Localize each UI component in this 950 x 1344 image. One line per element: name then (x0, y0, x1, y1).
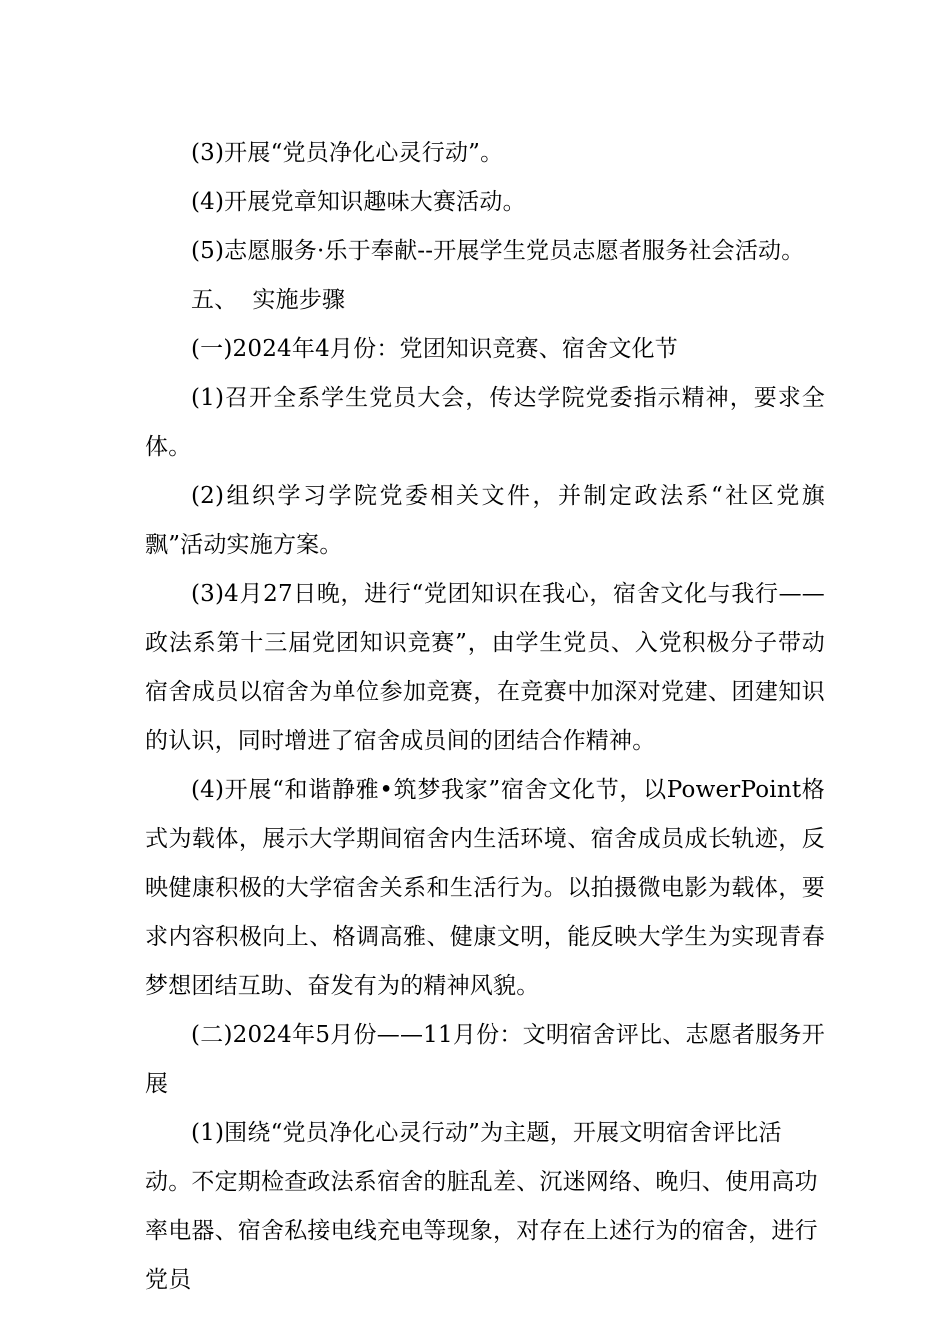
paragraph-step-1: (1)召开全系学生党员大会，传达学院党委指示精神，要求全体。 (145, 385, 825, 460)
paragraph-step-4: (4)开展“和谐静雅•筑梦我家”宿舍文化节，以PowerPoint格式为载体，展示大学期间宿舍内生活环境、宿舍成员成长轨迹，反映健康积极的大学宿舍关系和生活行为。以拍摄微电影为载体，要求内容积极向上、格调高雅、健康文明，能反映大学生为实现青春梦想团结互助、奋发有为的精神风貌。 (145, 777, 825, 999)
paragraph-dorm-evaluation: (1)围绕“党员净化心灵行动”为主题，开展文明宿舍评比活动。不定期检查政法系宿舍的脏乱差、沉迷网络、晚归、使用高功率电器、宿舍私接电线充电等现象，对存在上述行为的宿舍，进行党员 (145, 1120, 818, 1293)
section-heading-implementation-steps: 五、 实施步骤 (191, 287, 346, 313)
document-body (145, 129, 825, 1305)
paragraph-activity-5: (5)志愿服务·乐于奉献--开展学生党员志愿者服务社会活动。 (191, 238, 805, 264)
paragraph-activity-3: (3)开展“党员净化心灵行动”。 (191, 140, 504, 166)
subsection-heading-april: (一)2024年4月份：党团知识竞赛、宿舍文化节 (191, 336, 678, 362)
paragraph-step-3: (3)4月27日晚，进行“党团知识在我心，宿舍文化与我行——政法系第十三届党团知识竞赛”，由学生党员、入党积极分子带动宿舍成员以宿舍为单位参加竞赛，在竞赛中加深对党建、团建知识的认识，同时增进了宿舍成员间的团结合作精神。 (145, 581, 825, 754)
paragraph-step-2: (2)组织学习学院党委相关文件，并制定政法系“社区党旗飘”活动实施方案。 (145, 483, 825, 558)
subsection-heading-may-november: (二)2024年5月份——11月份：文明宿舍评比、志愿者服务开展 (145, 1022, 825, 1097)
paragraph-activity-4: (4)开展党章知识趣味大赛活动。 (191, 189, 526, 215)
